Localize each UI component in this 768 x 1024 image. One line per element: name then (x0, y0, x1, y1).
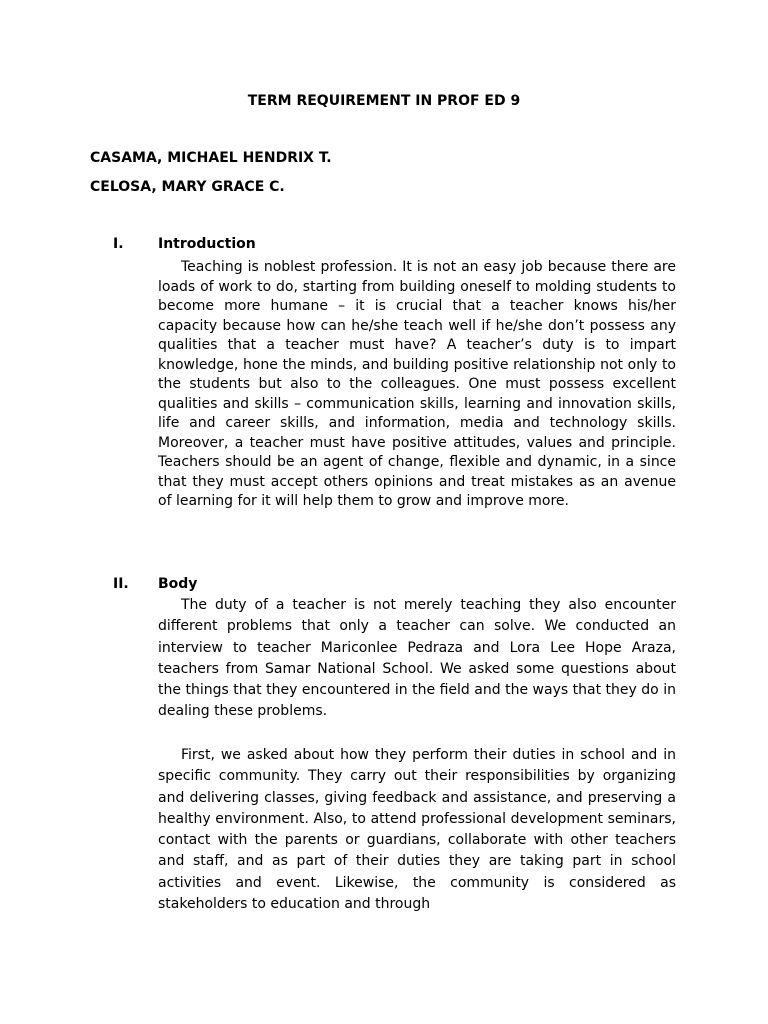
section-number: I. (113, 236, 124, 252)
author-name: CELOSA, MARY GRACE C. (90, 179, 285, 195)
author-name: CASAMA, MICHAEL HENDRIX T. (90, 150, 332, 166)
section-number: II. (113, 576, 129, 592)
section-heading-body: Body (158, 576, 198, 592)
body-paragraph: The duty of a teacher is not merely teaching they also encounter different problems that only a teacher can solve. We conducted an interview to teacher Mariconlee Pedraza and Lora Lee Hope Araza, teachers from Samar National School. We asked some questions about the things that they encountered in the field and the ways that they do in dealing these problems. (158, 597, 676, 720)
body-paragraph: First, we asked about how they perform their duties in school and in specific community. They carry out their responsibilities by organizing and delivering classes, giving feedback and assistance, and preserving a healthy environment. Also, to attend professional development seminars, contact with the parents or guardians, collaborate with other teachers and staff, and as part of their duties they are taking part in school activities and event. Likewise, the community is considered as stakeholders to education and through (158, 747, 676, 913)
section-heading-introduction: Introduction (158, 236, 256, 252)
introduction-paragraph: Teaching is noblest profession. It is not an easy job because there are loads of work to do, starting from building oneself to molding students to become more humane – it is crucial that a teacher knows his/her capacity because how can he/she teach well if he/she don’t possess any qualities that a teacher must have? A teacher’s duty is to impart knowledge, hone the minds, and building positive relationship not only to the students but also to the colleagues. One must possess excellent qualities and skills – communication skills, learning and innovation skills, life and career skills, and information, media and technology skills. Moreover, a teacher must have positive attitudes, values and principle. Teachers should be an agent of change, flexible and dynamic, in a since that they must accept others opinions and treat mistakes as an avenue of learning for it will help them to grow and improve more. (158, 259, 676, 509)
document-title: TERM REQUIREMENT IN PROF ED 9 (247, 93, 521, 109)
